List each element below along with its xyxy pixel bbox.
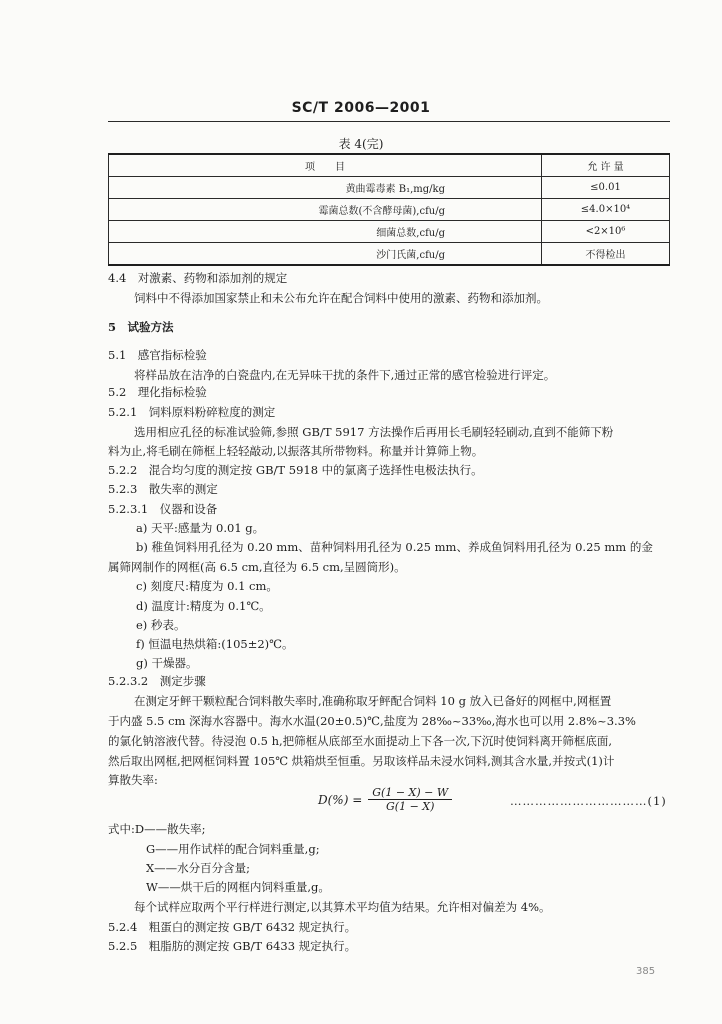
section-5-title: 5 试验方法 <box>108 320 174 334</box>
table-row <box>109 199 670 221</box>
list-item-f: f) 恒温电热烘箱:(105±2)℃。 <box>136 637 294 651</box>
page-number: 385 <box>636 966 656 977</box>
procedure-line-5: 算散失率: <box>108 773 158 787</box>
section-5-2-5: 5.2.5 粗脂肪的测定按 GB/T 6433 规定执行。 <box>108 939 357 953</box>
formula-lhs: D(%) = <box>318 792 363 807</box>
section-5-2-4: 5.2.4 粗蛋白的测定按 GB/T 6432 规定执行。 <box>108 920 357 934</box>
section-5-2-3-1-title: 5.2.3.1 仪器和设备 <box>108 502 218 516</box>
list-item-b-cont: 属筛网制作的网框(高 6.5 cm,直径为 6.5 cm,呈圆筒形)。 <box>108 560 406 574</box>
list-item-e: e) 秒表。 <box>136 618 186 632</box>
section-5-1-text: 将样品放在洁净的白瓷盘内,在无异味干扰的条件下,通过正常的感官检验进行评定。 <box>134 368 556 382</box>
section-4-4-title: 4.4 对激素、药物和添加剂的规定 <box>108 271 288 285</box>
list-item-d: d) 温度计:精度为 0.1℃。 <box>136 599 271 613</box>
where-g: G——用作试样的配合饲料重量,g; <box>146 842 320 856</box>
column-header-limit: 允 许 量 <box>542 154 670 177</box>
section-5-2-1-title: 5.2.1 饲料原料粉碎粒度的测定 <box>108 405 276 419</box>
formula-number: ……………………………(1) <box>510 794 667 808</box>
table-row <box>109 243 670 266</box>
page-header: SC/T 2006—2001 <box>291 100 431 116</box>
procedure-line-2: 于内盛 5.5 cm 深海水容器中。海水水温(20±0.5)℃,盐度为 28‰~33‰,海水也可以用 2.8%~3.3% <box>108 714 636 728</box>
section-5-2-title: 5.2 理化指标检验 <box>108 385 207 399</box>
row-limit: <2×10⁶ <box>542 221 670 243</box>
table-row <box>109 177 670 199</box>
section-5-2-3-2-title: 5.2.3.2 测定步骤 <box>108 674 206 688</box>
column-header-item: 项 目 <box>109 154 542 177</box>
formula-numerator: G(1 − X) − W <box>368 786 452 800</box>
procedure-line-3: 的氯化钠溶液代替。待浸泡 0.5 h,把筛框从底部至水面提动上下各一次,下沉时使饲料离开筛框底面, <box>108 734 612 748</box>
list-item-c: c) 刻度尺:精度为 0.1 cm。 <box>136 579 278 593</box>
formula-denominator: G(1 − X) <box>386 800 435 813</box>
list-item-g: g) 干燥器。 <box>136 656 198 670</box>
table-row <box>109 221 670 243</box>
section-5-2-2: 5.2.2 混合均匀度的测定按 GB/T 5918 中的氯离子选择性电极法执行。 <box>108 463 483 477</box>
table-header-row <box>109 154 670 177</box>
row-limit: ≤4.0×10⁴ <box>542 199 670 221</box>
where-w: W——烘干后的网框内饲料重量,g。 <box>146 880 330 894</box>
row-item: 霉菌总数(不含酵母菌),cfu/g <box>109 199 542 221</box>
section-4-4-text: 饲料中不得添加国家禁止和未公布允许在配合饲料中使用的激素、药物和添加剂。 <box>134 291 548 305</box>
row-item: 黄曲霉毒素 B₁,mg/kg <box>109 177 542 199</box>
row-item: 细菌总数,cfu/g <box>109 221 542 243</box>
limits-table <box>108 153 670 266</box>
row-item: 沙门氏菌,cfu/g <box>109 243 542 266</box>
procedure-line-6: 每个试样应取两个平行样进行测定,以其算术平均值为结果。允许相对偏差为 4%。 <box>134 900 551 914</box>
formula-1 <box>318 786 452 813</box>
table-title: 表 4(完) <box>338 137 384 151</box>
formula-fraction <box>368 786 452 813</box>
list-item-a: a) 天平:感量为 0.01 g。 <box>136 521 265 535</box>
row-limit: ≤0.01 <box>542 177 670 199</box>
section-5-2-1-text-cont: 料为止,将毛刷在筛框上轻轻敲动,以振落其所带物料。称量并计算筛上物。 <box>108 444 484 458</box>
section-5-2-1-text: 选用相应孔径的标准试验筛,参照 GB/T 5917 方法操作后再用长毛刷轻轻刷动,直到不能筛下粉 <box>134 425 614 439</box>
where-x: X——水分百分含量; <box>146 861 251 875</box>
procedure-line-4: 然后取出网框,把网框饲料置 105℃ 烘箱烘至恒重。另取该样品未浸水饲料,测其含水量,并按式(1)计 <box>108 754 615 768</box>
list-item-b: b) 稚鱼饲料用孔径为 0.20 mm、苗种饲料用孔径为 0.25 mm、养成鱼饲料用孔径为 0.25 mm 的金 <box>136 540 653 554</box>
header-rule <box>108 121 670 122</box>
row-limit: 不得检出 <box>542 243 670 266</box>
where-d: 式中:D——散失率; <box>108 822 206 836</box>
section-5-1-title: 5.1 感官指标检验 <box>108 348 207 362</box>
section-5-2-3-title: 5.2.3 散失率的测定 <box>108 482 218 496</box>
procedure-line-1: 在测定牙鲆干颗粒配合饲料散失率时,准确称取牙鲆配合饲料 10 g 放入已备好的网框中,网框置 <box>134 694 612 708</box>
